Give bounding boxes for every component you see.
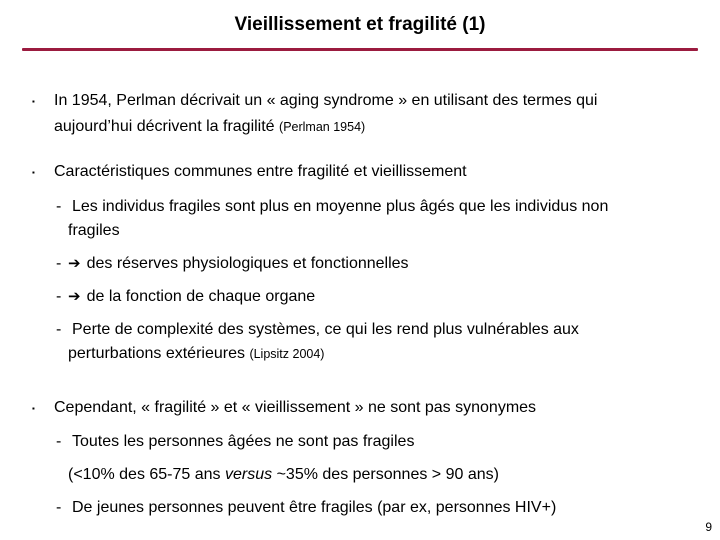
dash-marker: - (56, 499, 62, 516)
title-divider (22, 48, 698, 51)
bullet-1-line-1: In 1954, Perlman décrivait un « aging syndrome » en utilisant des termes qui (54, 92, 598, 109)
sub-item-4-line-1: Perte de complexité des systèmes, ce qui les rend plus vulnérables aux (72, 321, 579, 338)
dash-marker: - (56, 288, 62, 305)
dash-marker: - (56, 198, 62, 215)
bullet-marker: ▪ (32, 168, 35, 177)
page-number: 9 (705, 520, 712, 534)
citation-lipsitz: (Lipsitz 2004) (249, 347, 325, 361)
sub-item-1-line-2: fragiles (68, 222, 120, 239)
dash-marker: - (56, 321, 62, 338)
bullet-1-line-2 (54, 115, 365, 139)
slide-title: Vieillissement et fragilité (1) (234, 14, 486, 35)
bullet-marker: ▪ (32, 97, 35, 106)
note-suffix: ~35% des personnes > 90 ans) (276, 466, 499, 483)
sub-item-2-text: des réserves physiologiques et fonctionnelles (86, 255, 409, 272)
sub-item-6: De jeunes personnes peuvent être fragiles (par ex, personnes HIV+) (72, 499, 557, 516)
note-prefix: (<10% des 65-75 ans (68, 466, 221, 483)
sub-item-4-text: perturbations extérieures (68, 345, 245, 362)
bullet-1-text: aujourd’hui décrivent la fragilité (54, 118, 275, 135)
sub-item-1-line-1: Les individus fragiles sont plus en moyenne plus âgés que les individus non (72, 198, 609, 215)
dash-marker: - (56, 433, 62, 450)
bullet-3-text: Cependant, « fragilité » et « vieillissement » ne sont pas synonymes (54, 399, 537, 416)
citation-perlman: (Perlman 1954) (279, 120, 366, 134)
sub-item-2 (68, 252, 409, 276)
sub-item-5: Toutes les personnes âgées ne sont pas fragiles (72, 433, 415, 450)
dash-marker: - (56, 255, 62, 272)
note-line (68, 463, 499, 487)
sub-item-3-text: de la fonction de chaque organe (86, 288, 316, 305)
arrow-right-icon: ➔ (68, 255, 81, 272)
note-versus: versus (225, 466, 273, 483)
arrow-right-icon: ➔ (68, 288, 81, 305)
bullet-2-text: Caractéristiques communes entre fragilité et vieillissement (54, 163, 467, 180)
sub-item-4-line-2 (68, 342, 324, 366)
bullet-marker: ▪ (32, 404, 35, 413)
sub-item-3 (68, 285, 315, 309)
